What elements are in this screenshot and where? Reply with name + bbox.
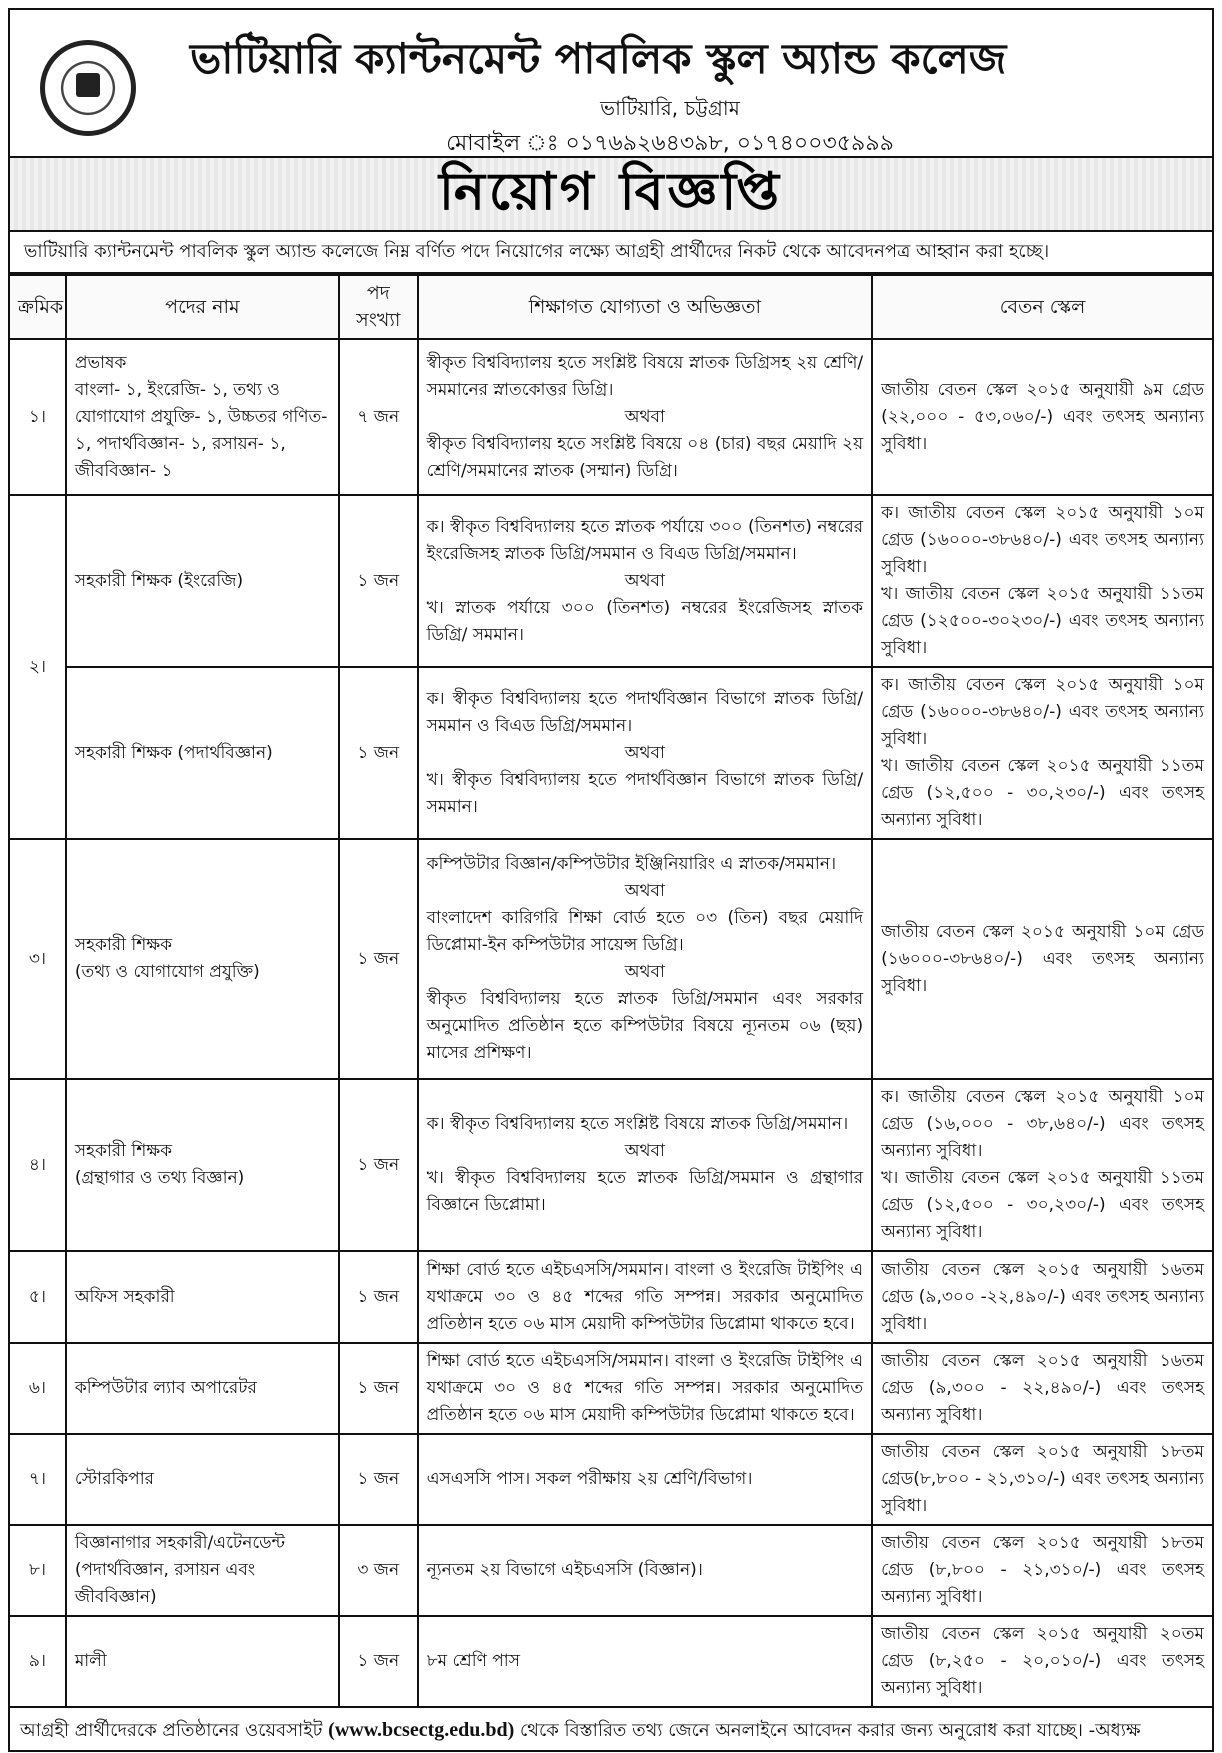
cell-line: ১ জন [357,742,400,763]
cell-line: ৭। [28,1469,46,1489]
salary-cell [872,1616,1213,1707]
cell-line: ৮ম শ্রেণি পাস [426,1651,520,1671]
count-cell [339,1079,418,1251]
cell-line: স্বীকৃত বিশ্ববিদ্যালয় হতে স্নাতক ডিগ্রি/সমমান এবং সরকার অনুমোদিত প্রতিষ্ঠান হতে কম্পিউটার বিষয়ে ন্যূনতম ০৬ (ছয়) মাসের প্রশিক্ষণ। [426,989,864,1063]
footer-text-after: থেকে বিস্তারিত তথ্য জেনে অনলাইনে আবেদন করার জন্য অনুরোধ করা যাচ্ছে। -অধ্যক্ষ [514,1720,1141,1741]
qualification-cell [418,1079,873,1251]
cell-line: সহকারী শিক্ষক (পদার্থবিজ্ঞান) [74,742,273,763]
salary-cell [872,1251,1213,1343]
cell-line: বাংলা- ১, ইংরেজি- ১, তথ্য ও যোগাযোগ প্রযুক্তি- ১, উচ্চতর গণিত- ১, পদার্থবিজ্ঞান- ১, রসায়ন- ১, জীববিজ্ঞান- ১ [74,379,328,481]
count-cell [339,1434,418,1525]
table-row [9,495,1213,667]
cell-line: ১ জন [357,1378,400,1398]
table-row [9,339,1213,495]
serial-cell [9,1079,66,1251]
salary-cell [872,1525,1213,1616]
cell-line: ৮। [28,1560,46,1580]
cell-line: বিজ্ঞানাগার সহকারী/এটেনডেন্ট (পদার্থবিজ্ঞান, রসায়ন এবং জীববিজ্ঞান) [74,1533,286,1607]
cell-line: সহকারী শিক্ষক [74,935,173,955]
post-cell [66,339,339,495]
cell-line: সহকারী শিক্ষক [74,1141,173,1161]
website-link[interactable]: (www.bcsectg.edu.bd) [328,1719,515,1741]
or-separator: অথবা [624,962,665,982]
cell-line: অফিস সহকারী [74,1286,175,1307]
qualification-cell [418,667,873,839]
cell-line: ১। [28,406,46,427]
or-separator: অথবা [624,742,665,763]
table-row [9,1251,1213,1343]
serial-cell [9,339,66,495]
cell-line: ৯। [28,1651,46,1671]
serial-cell [9,1616,66,1707]
cell-line: ১ জন [357,1651,400,1671]
notice-banner [8,158,1214,232]
header [8,8,1214,158]
cell-line: ক। স্বীকৃত বিশ্ববিদ্যালয় হতে সংশ্লিষ্ট বিষয়ে স্নাতক ডিগ্রি/সমমান। [426,1114,849,1134]
table-row [9,1616,1213,1707]
or-separator: অথবা [624,1141,665,1161]
cell-line: ৫। [28,1286,46,1307]
qualification-cell [418,1343,873,1434]
cell-line: ১ জন [357,1286,400,1307]
post-cell [66,1616,339,1707]
cell-line: স্টোরকিপার [74,1469,154,1489]
cell-line: ক। স্বীকৃত বিশ্ববিদ্যালয় হতে পদার্থবিজ্ঞান বিভাগে স্নাতক ডিগ্রি/সমমান ও বিএড ডিগ্রি/সমমান। [426,688,864,736]
table-row [9,667,1213,839]
footer-note [8,1708,1214,1752]
table-row [9,1343,1213,1434]
serial-cell [9,495,66,839]
cell-line: ২। [28,656,46,677]
institution-mobile: মোবাইল ঃ ০১৭৬৯২৬৪৩৯৮, ০১৭৪০০৩৫৯৯৯ [446,131,894,156]
serial-cell [9,1251,66,1343]
salary-cell [872,1343,1213,1434]
post-cell [66,495,339,667]
table-row [9,1525,1213,1616]
cell-line: স্বীকৃত বিশ্ববিদ্যালয় হতে সংশ্লিষ্ট বিষয়ে ০৪ (চার) বছর মেয়াদি ২য় শ্রেণি/সমমানের স্নাতক (সম্মান) ডিগ্রি। [426,433,864,481]
qualification-cell [418,1616,873,1707]
count-cell [339,1525,418,1616]
cell-line: ক। জাতীয় বেতন স্কেল ২০১৫ অনুযায়ী ১০ম গ্রেড (১৬,০০০ - ৩৮,৬৪০/-) এবং তৎসহ অন্যান্য সুবিধা। [881,1087,1204,1161]
cell-line: কম্পিউটার বিজ্ঞান/কম্পিউটার ইঞ্জিনিয়ারিং এ স্নাতক/সমমান। [426,854,837,874]
salary-cell [872,1434,1213,1525]
post-cell [66,1525,339,1616]
salary-cell [872,1079,1213,1251]
cell-line: ৪। [28,1154,46,1175]
cell-line: ১ জন [357,570,400,591]
table-row [9,839,1213,1079]
cell-line: শিক্ষা বোর্ড হতে এইচএসসি/সমমান। বাংলা ও ইংরেজি টাইপিং এ যথাক্রমে ৩০ ও ৪৫ শব্দের গতি সম্পন্ন। সরকার অনুমোদিত প্রতিষ্ঠান হতে ০৬ মাস মেয়াদী কম্পিউটার ডিপ্লোমা থাকতে হবে। [426,1259,864,1334]
cell-line: জাতীয় বেতন স্কেল ২০১৫ অনুযায়ী ১৬তম গ্রেড (৯,৩০০ -২২,৪৯০/-) এবং তৎসহ অন্যান্য সুবিধা। [881,1259,1204,1334]
cell-line: মালী [74,1651,107,1671]
count-cell [339,839,418,1079]
cell-line: (গ্রন্থাগার ও তথ্য বিজ্ঞান) [74,1168,245,1188]
footer-text-before: আগ্রহী প্রার্থীদেরকে প্রতিষ্ঠানের ওয়েবসাইট [20,1720,329,1741]
cell-line: ক। স্বীকৃত বিশ্ববিদ্যালয় হতে স্নাতক পর্যায়ে ৩০০ (তিনশত) নম্বরের ইংরেজিসহ স্নাতক ডিগ্রি/সমমান ও বিএড ডিগ্রি/সমমান। [426,516,864,564]
count-cell [339,339,418,495]
cell-line: স্বীকৃত বিশ্ববিদ্যালয় হতে সংশ্লিষ্ট বিষয়ে স্নাতক ডিগ্রিসহ ২য় শ্রেণি/সমমানের স্নাতকোত্তর ডিগ্রি। [426,352,864,400]
cell-line: কম্পিউটার ল্যাব অপারেটর [74,1378,257,1398]
post-cell [66,1343,339,1434]
salary-cell [872,839,1213,1079]
cell-line: ৭ জন [357,406,400,427]
logo-emblem-icon [76,73,100,97]
cell-line: (তথ্য ও যোগাযোগ প্রযুক্তি) [74,962,260,982]
count-cell [339,667,418,839]
cell-line: ১ জন [357,1154,400,1175]
column-header-count: পদ সংখ্যা [339,275,418,339]
notice-page [8,8,1214,1741]
table-row [9,1079,1213,1251]
cell-line: জাতীয় বেতন স্কেল ২০১৫ অনুযায়ী ১৮তম গ্রেড (৮,৮০০ - ২১,৩১০/-) এবং তৎসহ অন্যান্য সুবিধা। [881,1533,1204,1607]
cell-line: ন্যূনতম ২য় বিভাগে এইচএসসি (বিজ্ঞান)। [426,1560,703,1580]
column-header-serial: ক্রমিক [9,275,66,339]
cell-line: প্রভাষক [74,352,127,373]
intro-text: ভাটিয়ারি ক্যান্টনমেন্ট পাবলিক স্কুল অ্যান্ড কলেজে নিম্ন বর্ণিত পদে নিয়োগের লক্ষ্যে আগ্রহী প্রার্থীদের নিকট থেকে আবেদনপত্র আহ্বান করা হচ্ছে। [8,232,1214,274]
salary-cell [872,339,1213,495]
cell-line: খ। স্বীকৃত বিশ্ববিদ্যালয় হতে পদার্থবিজ্ঞান বিভাগে স্নাতক ডিগ্রি/সমমান। [426,769,864,817]
cell-line: জাতীয় বেতন স্কেল ২০১৫ অনুযায়ী ২০তম গ্রেড (৮,২৫০ - ২০,০১০/-) এবং তৎসহ অন্যান্য সুবিধা। [881,1624,1204,1698]
table-header-row [9,275,1213,339]
cell-line: খ। জাতীয় বেতন স্কেল ২০১৫ অনুযায়ী ১১তম গ্রেড (১২৫০০-৩০২৩০/-) এবং তৎসহ অন্যান্য সুবিধা। [881,584,1204,658]
school-logo [40,40,136,136]
or-separator: অথবা [624,881,665,901]
count-cell [339,1251,418,1343]
post-cell [66,667,339,839]
qualification-cell [418,1251,873,1343]
post-cell [66,1079,339,1251]
vacancy-table [8,274,1214,1708]
post-cell [66,1434,339,1525]
column-header-post: পদের নাম [66,275,339,339]
column-header-qualification: শিক্ষাগত যোগ্যতা ও অভিজ্ঞতা [418,275,873,339]
qualification-cell [418,339,873,495]
serial-cell [9,1343,66,1434]
count-cell [339,1616,418,1707]
cell-line: শিক্ষা বোর্ড হতে এইচএসসি/সমমান। বাংলা ও ইংরেজি টাইপিং এ যথাক্রমে ৩০ ও ৪৫ শব্দের গতি সম্পন্ন। সরকার অনুমোদিত প্রতিষ্ঠান হতে ০৬ মাস মেয়াদী কম্পিউটার ডিপ্লোমা থাকতে হবে। [426,1351,864,1425]
institution-name: ভাটিয়ারি ক্যান্টনমেন্ট পাবলিক স্কুল অ্যান্ড কলেজ [190,34,1007,83]
cell-line: ৩। [28,948,46,969]
count-cell [339,1343,418,1434]
cell-line: খ। স্বীকৃত বিশ্ববিদ্যালয় হতে স্নাতক ডিগ্রি/সমমান ও গ্রন্থাগার বিজ্ঞানে ডিপ্লোমা। [426,1168,864,1215]
count-cell [339,495,418,667]
cell-line: জাতীয় বেতন স্কেল ২০১৫ অনুযায়ী ১৬তম গ্রেড (৯,৩০০ - ২২,৪৯০/-) এবং তৎসহ অন্যান্য সুবিধা। [881,1351,1204,1425]
cell-line: বাংলাদেশ কারিগরি শিক্ষা বোর্ড হতে ০৩ (তিন) বছর মেয়াদি ডিপ্লোমা-ইন কম্পিউটার সায়েন্স ডিগ্রি। [426,908,864,955]
serial-cell [9,839,66,1079]
post-cell [66,1251,339,1343]
cell-line: এসএসসি পাস। সকল পরীক্ষায় ২য় শ্রেণি/বিভাগ। [426,1469,753,1489]
table-row [9,1434,1213,1525]
qualification-cell [418,1434,873,1525]
cell-line: খ। জাতীয় বেতন স্কেল ২০১৫ অনুযায়ী ১১তম গ্রেড (১২,৫০০ - ৩০,২৩০/-) এবং তৎসহ অন্যান্য সুবিধা। [881,756,1204,830]
cell-line: ৩ জন [357,1560,400,1580]
salary-cell [872,495,1213,667]
qualification-cell [418,839,873,1079]
cell-line: ১ জন [357,948,400,969]
column-header-salary: বেতন স্কেল [872,275,1213,339]
salary-cell [872,667,1213,839]
cell-line: খ। স্নাতক পর্যায়ে ৩০০ (তিনশত) নম্বরের ইংরেজিসহ স্নাতক ডিগ্রি/ সমমান। [426,597,864,645]
cell-line: জাতীয় বেতন স্কেল ২০১৫ অনুযায়ী ১৮তম গ্রেড(৮,৮০০ - ২১,৩১০/-) এবং তৎসহ অন্যান্য সুবিধা। [881,1442,1204,1516]
cell-line: খ। জাতীয় বেতন স্কেল ২০১৫ অনুযায়ী ১১তম গ্রেড (১২,৫০০ - ৩০,২৩০/-) এবং তৎসহ অন্যান্য সুবিধা। [881,1168,1204,1242]
serial-cell [9,1525,66,1616]
or-separator: অথবা [624,406,665,427]
cell-line: ক। জাতীয় বেতন স্কেল ২০১৫ অনুযায়ী ১০ম গ্রেড (১৬০০০-৩৮৬৪০/-) এবং তৎসহ অন্যান্য সুবিধা। [881,675,1204,749]
cell-line: জাতীয় বেতন স্কেল ২০১৫ অনুযায়ী ১০ম গ্রেড (১৬০০০-৩৮৬৪০/-) এবং তৎসহ অন্যান্য সুবিধা। [881,921,1204,996]
cell-line: ১ জন [357,1469,400,1489]
or-separator: অথবা [624,570,665,591]
cell-line: সহকারী শিক্ষক (ইংরেজি) [74,570,244,591]
qualification-cell [418,495,873,667]
post-cell [66,839,339,1079]
cell-line: ৬। [28,1378,46,1398]
notice-title: নিয়োগ বিজ্ঞপ্তি [439,161,783,222]
institution-location: ভাটিয়ারি, চট্টগ্রাম [600,96,740,120]
cell-line: জাতীয় বেতন স্কেল ২০১৫ অনুযায়ী ৯ম গ্রেড (২২,০০০ - ৫৩,০৬০/-) এবং তৎসহ অন্যান্য সুবিধা। [881,379,1204,454]
qualification-cell [418,1525,873,1616]
cell-line: ক। জাতীয় বেতন স্কেল ২০১৫ অনুযায়ী ১০ম গ্রেড (১৬০০০-৩৮৬৪০/-) এবং তৎসহ অন্যান্য সুবিধা। [881,503,1204,577]
serial-cell [9,1434,66,1525]
